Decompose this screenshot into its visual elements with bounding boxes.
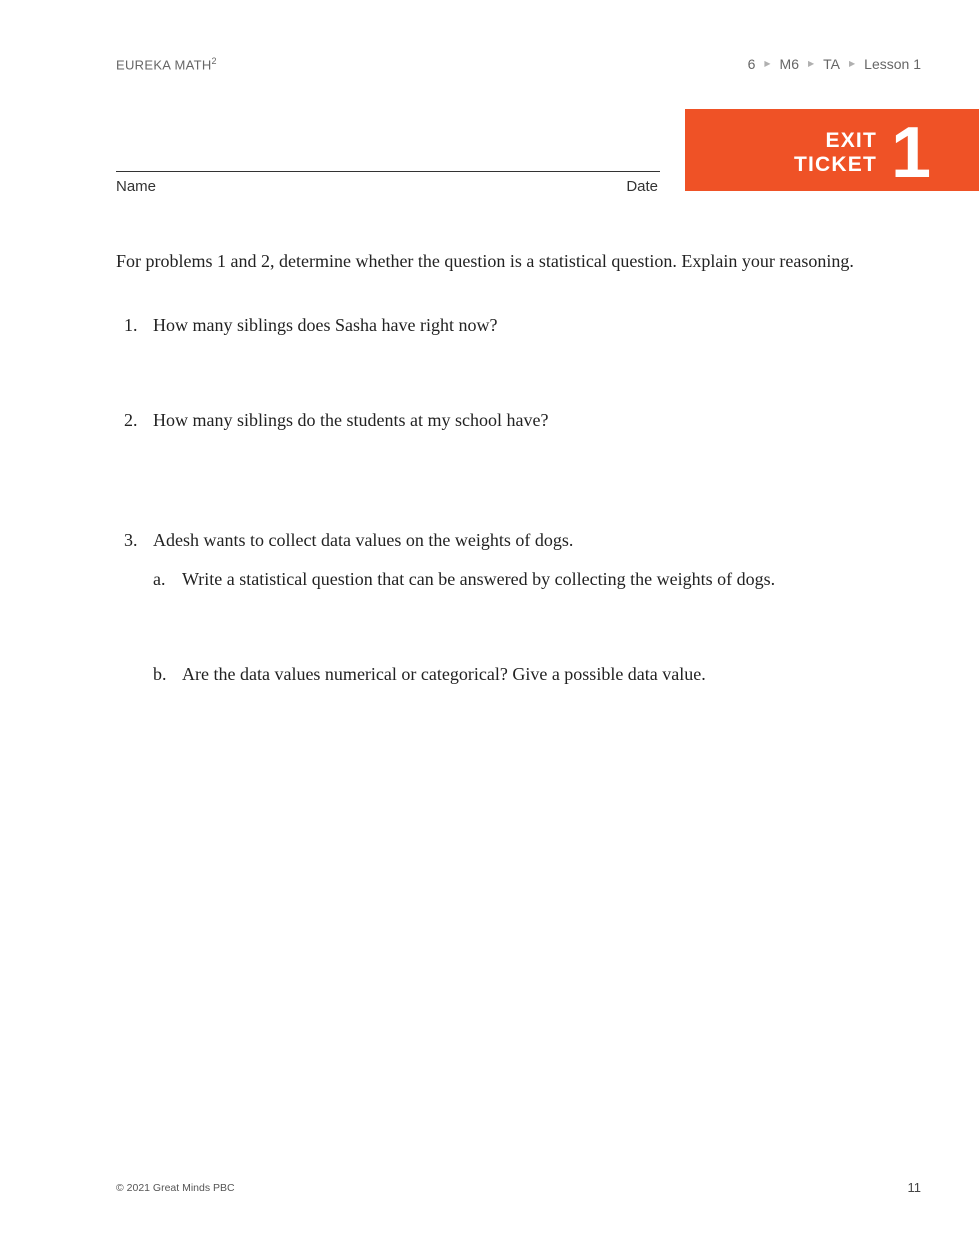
breadcrumb-grade: 6 [747, 56, 756, 72]
problem-text: Adesh wants to collect data values on the weights of dogs. [153, 530, 574, 550]
problem-number: 3. [124, 530, 138, 550]
breadcrumb-topic: TA [823, 56, 841, 72]
exit-ticket-label [794, 129, 877, 177]
brand-logo [116, 56, 217, 72]
date-label: Date [626, 178, 658, 195]
brand-name: EUREKA MATH [116, 57, 212, 73]
brand-superscript: 2 [211, 56, 217, 66]
exit-ticket-banner [685, 109, 979, 191]
chevron-right-icon: ▶ [849, 58, 856, 68]
exit-ticket-line2: TICKET [793, 153, 877, 176]
problem-text: How many siblings does Sasha have right now? [153, 315, 498, 335]
chevron-right-icon: ▶ [764, 58, 771, 68]
breadcrumb [748, 56, 921, 72]
chevron-right-icon: ▶ [808, 58, 815, 68]
breadcrumb-module: M6 [779, 56, 799, 72]
problem-text: How many siblings do the students at my school have? [153, 410, 549, 430]
copyright: © 2021 Great Minds PBC [116, 1182, 235, 1194]
subpart-letter: b. [153, 664, 167, 684]
instructions: For problems 1 and 2, determine whether the question is a statistical question. Explain your reasoning. [116, 251, 854, 271]
exit-ticket-line1: EXIT [825, 129, 877, 152]
name-label: Name [116, 178, 157, 195]
problem-number: 2. [124, 410, 138, 430]
subpart-text: Are the data values numerical or categorical? Give a possible data value. [182, 664, 706, 684]
exit-ticket-number: 1 [891, 113, 932, 193]
page-number: 11 [907, 1180, 921, 1195]
breadcrumb-lesson: Lesson 1 [864, 56, 921, 72]
subpart-text: Write a statistical question that can be answered by collecting the weights of dogs. [182, 569, 776, 589]
subpart-letter: a. [153, 569, 166, 589]
name-date-line[interactable] [116, 171, 660, 172]
problem-number: 1. [124, 315, 138, 335]
